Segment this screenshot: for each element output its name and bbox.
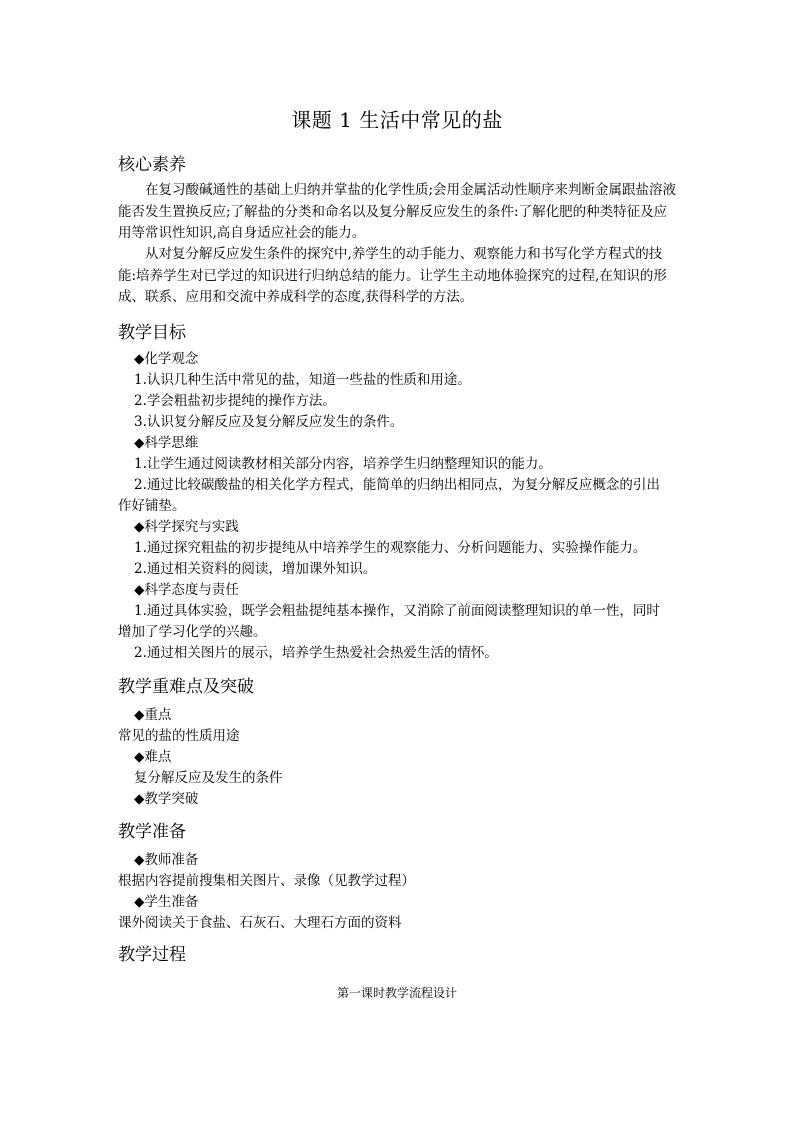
core-paragraph-2: 从对复分解反应发生条件的探究中,养学生的动手能力、观察能力和书写化学方程式的技能:培养学生对已学过的知识进行归纳总结的能力。让学生主动地体验探究的过程,在知识的形成、联系、应用和交流中养成科学的态度,获得科学的方法。	[118, 246, 667, 305]
goal-line: 增加了学习化学的兴趣。	[118, 624, 267, 640]
keypoint-line: ◆重点	[134, 707, 172, 723]
goal-line: 2.通过比较碳酸盐的相关化学方程式，能简单的归纳出相同点，为复分解反应概念的引出	[134, 477, 660, 493]
prep-line: 根据内容提前搜集相关图片、录像（见教学过程）	[118, 873, 415, 889]
goal-line: 1.通过探究粗盐的初步提纯从中培养学生的观察能力、分析问题能力、实验操作能力。	[134, 540, 647, 556]
heading-process: 教学过程	[118, 945, 186, 965]
page-title: 课题 1 生活中常见的盐	[291, 108, 503, 132]
prep-line: ◆学生准备	[134, 894, 199, 910]
goal-line: 3.认识复分解反应及复分解反应发生的条件。	[134, 414, 404, 430]
prep-line: ◆教师准备	[134, 852, 199, 868]
goal-line: 1.认识几种生活中常见的盐，知道一些盐的性质和用途。	[134, 372, 471, 388]
flow-design-caption: 第一课时教学流程设计	[336, 986, 457, 1000]
goal-line: 作好铺垫。	[118, 498, 186, 514]
keypoint-line: 常见的盐的性质用途	[118, 728, 240, 744]
goal-line: ◆科学思维	[134, 435, 199, 451]
keypoint-line: ◆难点	[134, 749, 172, 765]
goal-line: 1.通过具体实验，既学会粗盐提纯基本操作，又消除了前面阅读整理知识的单一性，同时	[134, 603, 660, 619]
goal-line: 2.学会粗盐初步提纯的操作方法。	[134, 393, 336, 409]
goal-line: ◆化学观念	[134, 351, 199, 367]
heading-prep: 教学准备	[118, 822, 186, 842]
goal-line: ◆科学态度与责任	[134, 582, 239, 598]
goal-line: 2.通过相关图片的展示，培养学生热爱社会热爱生活的情怀。	[134, 645, 498, 661]
prep-line: 课外阅读关于食盐、石灰石、大理石方面的资料	[118, 915, 402, 931]
goal-line: 2.通过相关资料的阅读，增加课外知识。	[134, 561, 377, 577]
goal-line: ◆科学探究与实践	[134, 519, 239, 535]
keypoint-line: 复分解反应及发生的条件	[134, 770, 283, 786]
heading-keypoints: 教学重难点及突破	[118, 677, 254, 697]
heading-core: 核心素养	[118, 155, 186, 175]
goal-line: 1.让学生通过阅读教材相关部分内容，培养学生归纳整理知识的能力。	[134, 456, 552, 472]
keypoint-line: ◆教学突破	[134, 791, 199, 807]
core-paragraph-1: 在复习酸碱通性的基础上归纳并掌盐的化学性质;会用金属活动性顺序来判断金属跟盐溶液能否发生置换反应;了解盐的分类和命名以及复分解反应发生的条件:了解化肥的种类特征及应用等常识性知识,高自身适应社会的能力。	[118, 182, 677, 241]
heading-goals: 教学目标	[118, 323, 186, 343]
